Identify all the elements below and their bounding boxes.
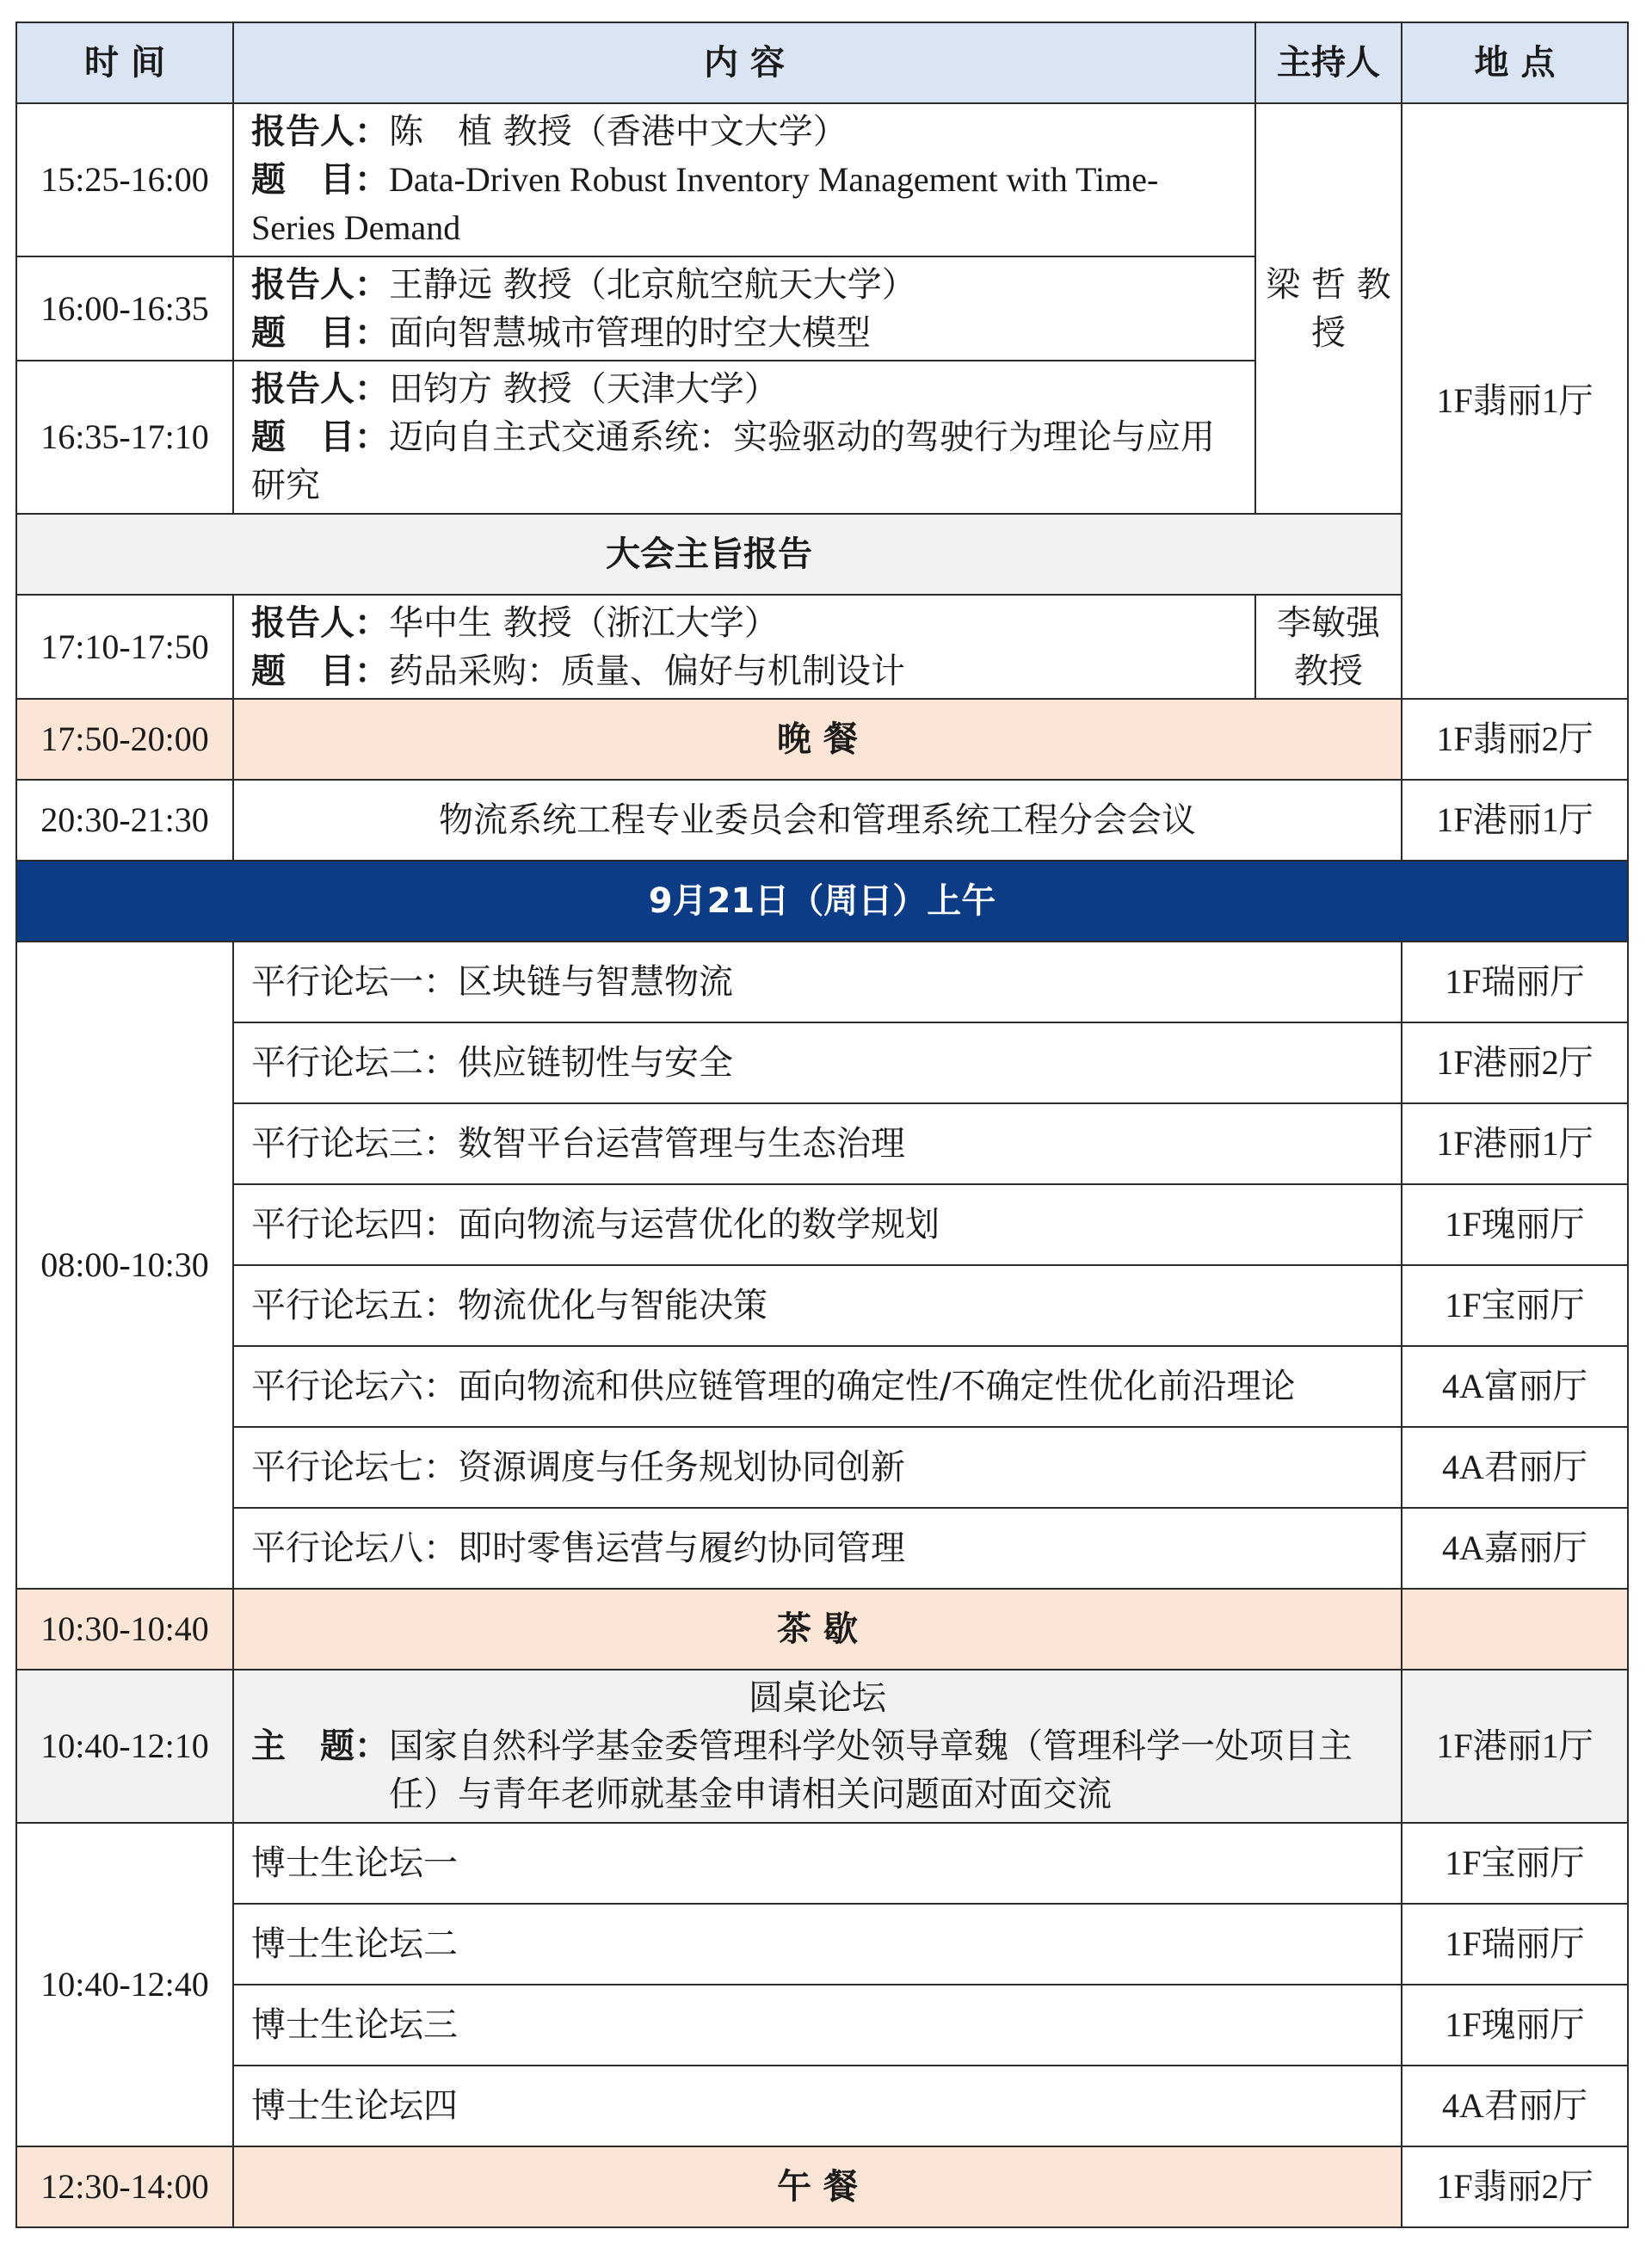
talk-row [16,103,1628,256]
meeting-label: 物流系统工程专业委员会和管理系统工程分会会议 [233,780,1402,861]
phd-row [16,1985,1628,2066]
roundtable-place: 1F港丽1厅 [1402,1670,1628,1823]
keynote-content [233,595,1255,699]
talk-time: 16:35-17:10 [16,361,233,514]
day-banner-row [16,861,1628,942]
talk-content [233,103,1255,256]
header-place: 地 点 [1402,22,1628,103]
keynote-heading: 大会主旨报告 [16,514,1402,595]
forum-name: 平行论坛一：区块链与智慧物流 [233,942,1402,1022]
meeting-time: 20:30-21:30 [16,780,233,861]
tea-label: 茶 歇 [233,1589,1402,1670]
phd-forum-place: 1F瑰丽厅 [1402,1985,1628,2066]
forum-name: 平行论坛三：数智平台运营管理与生态治理 [233,1103,1402,1184]
header-time: 时 间 [16,22,233,103]
forum-row [16,1346,1628,1427]
lunch-label: 午 餐 [233,2146,1402,2227]
forum-name: 平行论坛六：面向物流和供应链管理的确定性/不确定性优化前沿理论 [233,1346,1402,1427]
forum-place: 4A富丽厅 [1402,1346,1628,1427]
header-row [16,22,1628,103]
forum-place: 1F宝丽厅 [1402,1265,1628,1346]
title-label: 题 目： [251,160,389,200]
phd-row [16,1823,1628,1904]
forum-row [16,1184,1628,1265]
schedule-table [15,22,1629,2228]
talk-title: 面向智慧城市管理的时空大模型 [389,312,871,353]
forum-place: 1F港丽2厅 [1402,1022,1628,1103]
speaker-label: 报告人： [251,264,389,305]
roundtable-content [233,1670,1402,1823]
header-content: 内 容 [233,22,1255,103]
forum-name: 平行论坛七：资源调度与任务规划协同创新 [233,1427,1402,1508]
forum-name: 平行论坛二：供应链韧性与安全 [233,1022,1402,1103]
forum-name: 平行论坛八：即时零售运营与履约协同管理 [233,1508,1402,1589]
meeting-row [16,780,1628,861]
dinner-time: 17:50-20:00 [16,699,233,780]
phd-forum-place: 1F宝丽厅 [1402,1823,1628,1904]
talk-title: Data-Driven Robust Inventory Management with Time-Series Demand [251,160,1159,247]
day-banner: 9月21日（周日）上午 [16,861,1628,942]
tea-time: 10:30-10:40 [16,1589,233,1670]
speaker-label: 报告人： [251,602,389,643]
keynote-host: 李敏强 教授 [1255,595,1402,699]
roundtable-row [16,1670,1628,1823]
forum-row [16,1022,1628,1103]
tea-row [16,1589,1628,1670]
talk-time: 15:25-16:00 [16,103,233,256]
tea-place [1402,1589,1628,1670]
keynote-speaker: 华中生 教授（浙江大学） [389,602,779,643]
forum-place: 4A君丽厅 [1402,1427,1628,1508]
forum-place: 1F瑰丽厅 [1402,1184,1628,1265]
forum-name: 平行论坛四：面向物流与运营优化的数学规划 [233,1184,1402,1265]
talk-speaker: 陈 植 教授（香港中文大学） [389,112,848,151]
header-host: 主持人 [1255,22,1402,103]
forum-row [16,942,1628,1022]
phd-forum-place: 4A君丽厅 [1402,2066,1628,2146]
keynote-heading-row [16,514,1628,595]
phd-row [16,2066,1628,2146]
talk-speaker: 田钧方 教授（天津大学） [389,369,779,409]
forum-row [16,1265,1628,1346]
lunch-time: 12:30-14:00 [16,2146,233,2227]
session-host: 梁 哲 教授 [1255,103,1402,514]
speaker-label: 报告人： [251,112,389,151]
dinner-row [16,699,1628,780]
dinner-place: 1F翡丽2厅 [1402,699,1628,780]
talk-time: 16:00-16:35 [16,256,233,361]
keynote-title: 药品采购：质量、偏好与机制设计 [389,651,905,691]
forum-row [16,1427,1628,1508]
phd-forum-place: 1F瑞丽厅 [1402,1904,1628,1985]
forum-row [16,1508,1628,1589]
theme-label: 主 题： [251,1726,389,1766]
title-label: 题 目： [251,312,389,353]
phd-forum-name: 博士生论坛四 [233,2066,1402,2146]
dinner-label: 晚 餐 [233,699,1402,780]
keynote-row [16,595,1628,699]
roundtable-theme: 国家自然科学基金委管理科学处领导章魏（管理科学一处项目主任）与青年老师就基金申请相关问题面对面交流 [389,1726,1353,1814]
forum-row [16,1103,1628,1184]
lunch-row [16,2146,1628,2227]
speaker-label: 报告人： [251,369,389,409]
title-label: 题 目： [251,417,389,457]
phd-row [16,1904,1628,1985]
talk-content [233,256,1255,361]
phd-forum-name: 博士生论坛三 [233,1985,1402,2066]
forum-name: 平行论坛五：物流优化与智能决策 [233,1265,1402,1346]
phd-forum-name: 博士生论坛二 [233,1904,1402,1985]
keynote-time: 17:10-17:50 [16,595,233,699]
forum-place: 1F港丽1厅 [1402,1103,1628,1184]
talk-speaker: 王静远 教授（北京航空航天大学） [389,264,916,305]
title-label: 题 目： [251,651,389,691]
parallel-time: 08:00-10:30 [16,942,233,1589]
forum-place: 1F瑞丽厅 [1402,942,1628,1022]
session-place: 1F翡丽1厅 [1402,103,1628,699]
talk-content [233,361,1255,514]
phd-forum-name: 博士生论坛一 [233,1823,1402,1904]
roundtable-heading: 圆桌论坛 [749,1678,886,1718]
forum-place: 4A嘉丽厅 [1402,1508,1628,1589]
talk-title: 迈向自主式交通系统：实验驱动的驾驶行为理论与应用研究 [251,417,1215,505]
lunch-place: 1F翡丽2厅 [1402,2146,1628,2227]
phd-time: 10:40-12:40 [16,1823,233,2146]
meeting-place: 1F港丽1厅 [1402,780,1628,861]
roundtable-time: 10:40-12:10 [16,1670,233,1823]
